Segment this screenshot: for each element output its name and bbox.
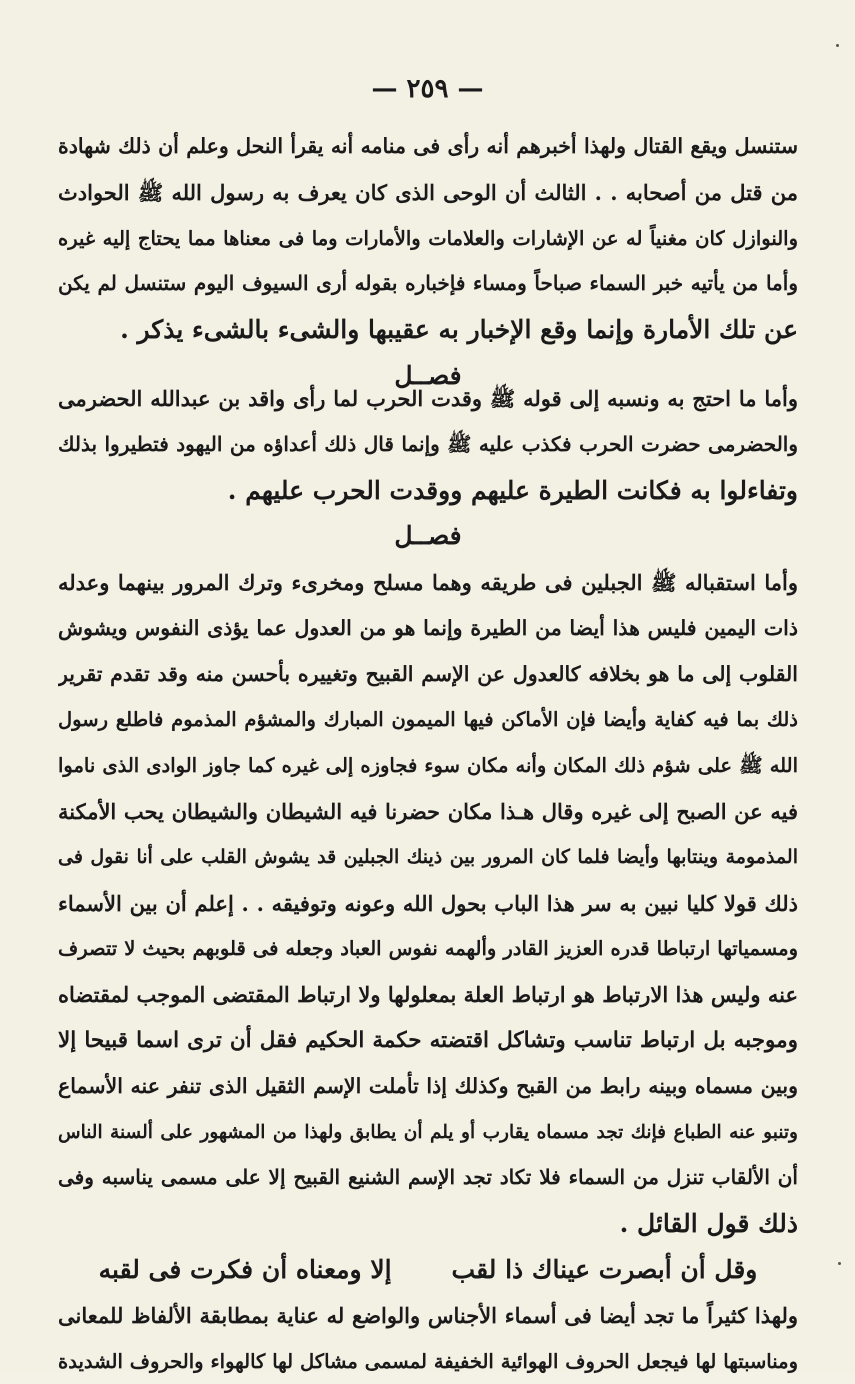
text-line: ومناسبتها لها فيجعل الحروف الهوائية الخفيفة لمسمى مشاكل لها كالهواء والحروف الشديدة xyxy=(58,1349,798,1373)
text-line: وأما من يأتيه خبر السماء صباحاً ومساء فإخباره بقوله أرى السيوف اليوم ستنسل لم يكن xyxy=(58,271,798,296)
section-3-text xyxy=(58,560,798,1384)
text-line: ذلك قول القائل . xyxy=(619,1209,798,1239)
text-line: عن تلك الأمارة وإنما وقع الإخبار به عقيبها والشىء بالشىء يذكر . xyxy=(120,315,798,345)
text-line: ذات اليمين فليس هذا أيضا من الطيرة وإنما هو من العدول عما يؤذى النفوس ويشوش xyxy=(58,615,798,640)
text-line: ذلك بما فيه كفاية وأيضا فإن الأماكن فيها الميمون المبارك والمشؤم المذموم فاطلع رسول xyxy=(58,708,798,732)
text-line: وتفاءلوا به فكانت الطيرة عليهم ووقدت الحرب عليهم . xyxy=(227,475,798,505)
text-line: ستنسل ويقع القتال ولهذا أخبرهم أنه رأى فى منامه أنه يقرأ النحل وعلم أن ذلك شهادة xyxy=(58,134,798,158)
scan-speck xyxy=(838,1262,841,1265)
text-line: وأما استقباله ﷺ الجبلين فى طريقه وهما مسلح ومخرىء وترك المرور بينهما وعدله xyxy=(58,570,798,595)
text-line: والنوازل كان مغنياً له عن الإشارات والعلامات والأمارات وما فى معناها مما يحتاج إليه غيره xyxy=(58,226,798,250)
text-line: وموجبه بل ارتباط تناسب وتشاكل اقتضته حكمة الحكيم فقل أن ترى اسما قبيحا إلا xyxy=(58,1027,798,1053)
section-1-text xyxy=(58,124,798,399)
verse-hemistich-second: إلا ومعناه أن فكرت فى لقبه xyxy=(98,1254,392,1284)
scan-speck xyxy=(836,44,839,47)
text-line: وبين مسماه وبينه رابط من القبح وكذلك إذا تأملت الإسم الثقيل الذى تنفر عنه الأسماع xyxy=(58,1073,798,1098)
section-2-text xyxy=(58,376,798,559)
text-line: أن الألقاب تنزل من السماء فلا تكاد تجد الإسم الشنيع القبيح إلا على مسمى يناسبه وفى xyxy=(58,1165,798,1190)
poetry-verse xyxy=(58,1247,798,1293)
verse-hemistich-first: وقل أن أبصرت عيناك ذا لقب xyxy=(451,1254,758,1284)
text-line: من قتل من أصحابه . . الثالث أن الوحى الذى كان يعرف به رسول الله ﷺ الحوادث xyxy=(58,179,798,205)
text-line: القلوب إلى ما هو بخلافه كالعدول عن الإسم القبيح وتغييره بأحسن منه وقد تقدم تقرير xyxy=(58,661,798,686)
text-line: وأما ما احتج به ونسبه إلى قوله ﷺ وقدت الحرب لما رأى واقد بن عبدالله الحضرمى xyxy=(58,386,798,411)
text-line: والحضرمى حضرت الحرب فكذب عليه ﷺ وإنما قال ذلك أعداؤه من اليهود فتطيروا بذلك xyxy=(58,431,798,456)
text-line: ولهذا كثيراً ما تجد أيضا فى أسماء الأجناس والواضع له عناية بمطابقة الألفاظ للمعانى xyxy=(58,1302,798,1328)
text-line: وتنبو عنه الطباع فإنك تجد مسماه يقارب أو يلم أن يطابق ولهذا من المشهور على ألسنة الناس xyxy=(58,1121,798,1143)
page-number: — ٢٥٩ — xyxy=(371,74,484,104)
section-heading: فصــل xyxy=(394,521,462,551)
text-line: المذمومة وينتابها وأيضا فلما كان المرور بين ذينك الجبلين قد يشوش القلب على أنا نقول فى xyxy=(58,845,798,868)
text-line: الله ﷺ على شؤم ذلك المكان وأنه مكان سوء فجاوزه إلى غيره كما جاوز الوادى الذى ناموا xyxy=(58,754,798,778)
text-line: عنه وليس هذا الارتباط هو ارتباط العلة بمعلولها ولا ارتباط المقتضى الموجب لمقتضاه xyxy=(58,982,798,1008)
text-line: ومسمياتها ارتباطا قدره العزيز القادر وألهمه نفوس العباد وجعله فى قلوبهم بحيث لا تتصرف xyxy=(58,937,798,961)
text-line: فيه عن الصبح إلى غيره وقال هـذا مكان حضرنا فيه الشيطان والشيطان يحب الأمكنة xyxy=(58,798,798,824)
text-line: ذلك قولا كليا نبين به سر هذا الباب بحول الله وعونه وتوفيقه . . إعلم أن بين الأسماء xyxy=(58,890,798,916)
section-heading: فصــل xyxy=(394,360,462,390)
